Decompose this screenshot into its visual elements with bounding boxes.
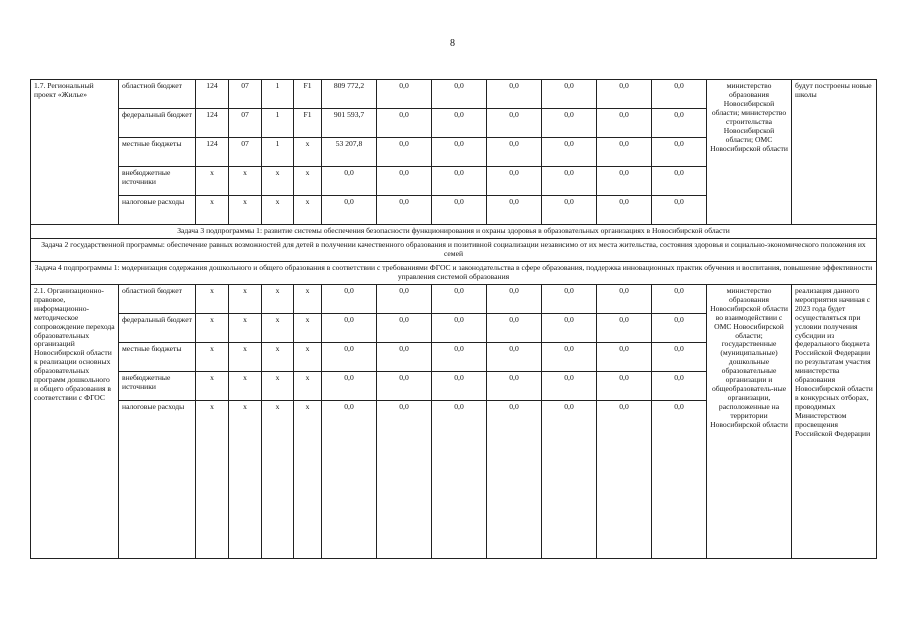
- value-cell: 0,0: [542, 109, 597, 138]
- table-row: [31, 261, 877, 284]
- value-cell: 0,0: [487, 400, 542, 558]
- code-gp: 124: [196, 80, 229, 109]
- value-cell: 0,0: [322, 284, 377, 313]
- code-subprogram: х: [262, 196, 294, 225]
- code-subprogram: 1: [262, 138, 294, 167]
- page-number: 8: [450, 38, 455, 49]
- value-cell: 0,0: [487, 196, 542, 225]
- code-target: х: [294, 196, 322, 225]
- value-cell: 0,0: [432, 371, 487, 400]
- value-cell: 0,0: [542, 167, 597, 196]
- code-gp: х: [196, 284, 229, 313]
- value-cell: 0,0: [487, 138, 542, 167]
- value-cell: 53 207,8: [322, 138, 377, 167]
- code-gp: 124: [196, 109, 229, 138]
- value-cell: 0,0: [597, 138, 652, 167]
- value-cell: 0,0: [432, 313, 487, 342]
- value-cell: 0,0: [487, 109, 542, 138]
- value-cell: 0,0: [322, 313, 377, 342]
- value-cell: 901 593,7: [322, 109, 377, 138]
- value-cell: 0,0: [652, 400, 707, 558]
- value-cell: 0,0: [542, 371, 597, 400]
- code-section: х: [229, 196, 262, 225]
- funding-source: местные бюджеты: [119, 138, 196, 167]
- code-subprogram: 1: [262, 80, 294, 109]
- value-cell: 0,0: [542, 342, 597, 371]
- code-section: х: [229, 400, 262, 558]
- value-cell: 0,0: [652, 138, 707, 167]
- code-section: 07: [229, 109, 262, 138]
- funding-source: внебюджетные источники: [119, 167, 196, 196]
- table-row: [31, 80, 877, 109]
- value-cell: 0,0: [542, 138, 597, 167]
- value-cell: 0,0: [377, 400, 432, 558]
- value-cell: 0,0: [597, 284, 652, 313]
- code-target: х: [294, 371, 322, 400]
- value-cell: 0,0: [487, 371, 542, 400]
- table-row: [31, 225, 877, 239]
- executor: министерство образования Новосибирской области; министерство строительства Новосибирской области; ОМС Новосибирской области: [707, 80, 792, 225]
- code-section: 07: [229, 80, 262, 109]
- value-cell: 0,0: [652, 371, 707, 400]
- value-cell: 0,0: [432, 167, 487, 196]
- value-cell: 0,0: [652, 284, 707, 313]
- funding-source: федеральный бюджет: [119, 109, 196, 138]
- table-row: [31, 238, 877, 261]
- executor: министерство образования Новосибирской области во взаимодействии с ОМС Новосибирской области; государственные (муниципальные) дошкольные образовательные организации и общеобразователь-ные организации, расположенные на территории Новосибирской области: [707, 284, 792, 558]
- value-cell: 0,0: [377, 138, 432, 167]
- value-cell: 0,0: [432, 284, 487, 313]
- table-row: [31, 284, 877, 313]
- measure-title: 2.1. Организационно-правовое, информационно-методическое сопровождение перехода образовательных организаций Новосибирской области к реализации основных образовательных программ дошкольного и общего образования в соответствии с ФГОС: [31, 284, 119, 558]
- value-cell: 0,0: [377, 167, 432, 196]
- code-section: х: [229, 313, 262, 342]
- code-target: х: [294, 284, 322, 313]
- value-cell: 0,0: [597, 342, 652, 371]
- code-subprogram: х: [262, 342, 294, 371]
- value-cell: 0,0: [652, 80, 707, 109]
- value-cell: 0,0: [377, 196, 432, 225]
- program-table: [30, 79, 877, 559]
- value-cell: 0,0: [432, 80, 487, 109]
- funding-source: местные бюджеты: [119, 342, 196, 371]
- value-cell: 0,0: [597, 400, 652, 558]
- value-cell: 0,0: [652, 342, 707, 371]
- value-cell: 0,0: [652, 167, 707, 196]
- value-cell: 0,0: [597, 80, 652, 109]
- task-heading: Задача 2 государственной программы: обеспечение равных возможностей для детей в получении качественного образования и позитивной социализации независимо от их места жительства, состояния здоровья и социально-экономического положения их семей: [31, 238, 877, 261]
- value-cell: 0,0: [652, 109, 707, 138]
- value-cell: 0,0: [377, 313, 432, 342]
- funding-source: налоговые расходы: [119, 400, 196, 558]
- code-section: х: [229, 167, 262, 196]
- funding-source: областной бюджет: [119, 284, 196, 313]
- value-cell: 0,0: [377, 284, 432, 313]
- value-cell: 0,0: [432, 342, 487, 371]
- code-gp: х: [196, 371, 229, 400]
- code-gp: х: [196, 400, 229, 558]
- code-gp: х: [196, 342, 229, 371]
- code-target: F1: [294, 80, 322, 109]
- value-cell: 0,0: [487, 167, 542, 196]
- value-cell: 0,0: [652, 313, 707, 342]
- value-cell: 0,0: [487, 342, 542, 371]
- value-cell: 0,0: [432, 109, 487, 138]
- code-subprogram: х: [262, 400, 294, 558]
- value-cell: 0,0: [542, 80, 597, 109]
- code-target: х: [294, 138, 322, 167]
- value-cell: 0,0: [597, 167, 652, 196]
- value-cell: 0,0: [597, 371, 652, 400]
- value-cell: 0,0: [597, 313, 652, 342]
- value-cell: 0,0: [542, 284, 597, 313]
- value-cell: 0,0: [377, 80, 432, 109]
- value-cell: 0,0: [542, 196, 597, 225]
- value-cell: 0,0: [597, 109, 652, 138]
- code-gp: 124: [196, 138, 229, 167]
- value-cell: 0,0: [652, 196, 707, 225]
- code-section: х: [229, 284, 262, 313]
- value-cell: 0,0: [487, 313, 542, 342]
- task-heading: Задача 3 подпрограммы 1: развитие системы обеспечения безопасности функционирования и охраны здоровья в образовательных организациях в Новосибирской области: [31, 225, 877, 239]
- task-heading: Задача 4 подпрограммы 1: модернизация содержания дошкольного и общего образования в соответствии с требованиями ФГОС и законодательства в сфере образования, поддержка инновационных практик обучения и воспитания, повышение эффективности управления системой образования: [31, 261, 877, 284]
- value-cell: 0,0: [542, 400, 597, 558]
- value-cell: 0,0: [322, 400, 377, 558]
- value-cell: 0,0: [377, 371, 432, 400]
- code-section: х: [229, 342, 262, 371]
- value-cell: 0,0: [322, 196, 377, 225]
- value-cell: 0,0: [377, 109, 432, 138]
- value-cell: 0,0: [432, 400, 487, 558]
- value-cell: 0,0: [432, 196, 487, 225]
- value-cell: 0,0: [377, 342, 432, 371]
- funding-source: областной бюджет: [119, 80, 196, 109]
- expected-result: будут построены новые школы: [792, 80, 877, 225]
- code-subprogram: х: [262, 313, 294, 342]
- value-cell: 0,0: [322, 342, 377, 371]
- code-target: х: [294, 313, 322, 342]
- code-target: х: [294, 400, 322, 558]
- code-subprogram: 1: [262, 109, 294, 138]
- code-target: х: [294, 167, 322, 196]
- code-subprogram: х: [262, 371, 294, 400]
- funding-source: федеральный бюджет: [119, 313, 196, 342]
- value-cell: 0,0: [487, 80, 542, 109]
- value-cell: 0,0: [432, 138, 487, 167]
- code-subprogram: х: [262, 284, 294, 313]
- code-gp: х: [196, 313, 229, 342]
- code-gp: х: [196, 196, 229, 225]
- code-section: 07: [229, 138, 262, 167]
- value-cell: 809 772,2: [322, 80, 377, 109]
- value-cell: 0,0: [542, 313, 597, 342]
- code-target: х: [294, 342, 322, 371]
- expected-result: реализация данного мероприятия начиная с 2023 года будет осуществляться при условии получения субсидии из федерального бюджета Российской Федерации по результатам участия министерства образования Новосибирской области в конкурсных отборах, проводимых Министерством просвещения Российской Федерации: [792, 284, 877, 558]
- code-target: F1: [294, 109, 322, 138]
- measure-title: 1.7. Региональный проект «Жилье»: [31, 80, 119, 225]
- funding-source: внебюджетные источники: [119, 371, 196, 400]
- code-section: х: [229, 371, 262, 400]
- value-cell: 0,0: [597, 196, 652, 225]
- code-subprogram: х: [262, 167, 294, 196]
- code-gp: х: [196, 167, 229, 196]
- funding-source: налоговые расходы: [119, 196, 196, 225]
- value-cell: 0,0: [487, 284, 542, 313]
- value-cell: 0,0: [322, 371, 377, 400]
- value-cell: 0,0: [322, 167, 377, 196]
